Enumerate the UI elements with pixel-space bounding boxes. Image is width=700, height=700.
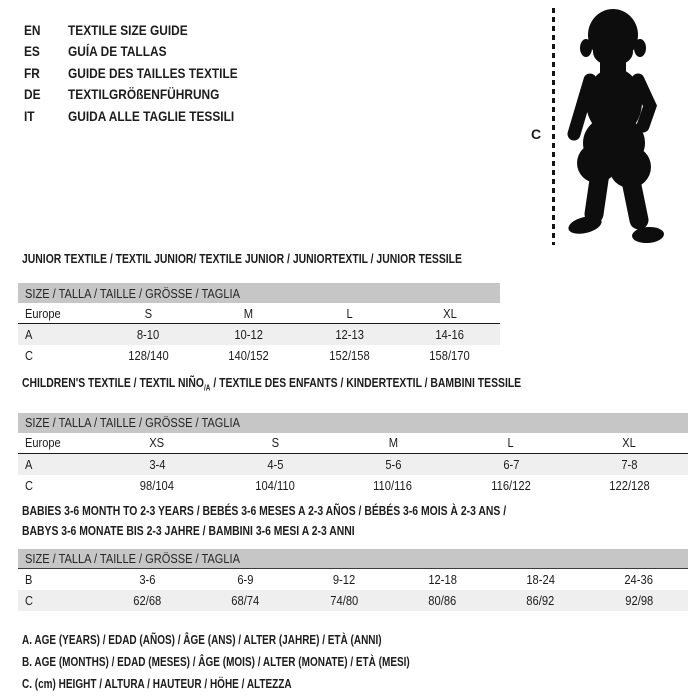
table-cell: XL: [442, 305, 457, 321]
language-row-it: [24, 105, 268, 127]
row-label: Europe: [25, 435, 61, 451]
section-childrens-textile: [18, 375, 688, 496]
language-title: GUÍA DE TALLAS: [68, 43, 167, 60]
table-cell: L: [507, 435, 515, 451]
language-code: DE: [24, 86, 41, 103]
table-cell: 14-16: [435, 327, 465, 342]
table-cell: 4-5: [266, 456, 284, 472]
table-title-junior: JUNIOR TEXTILE / TEXTIL JUNIOR/ TEXTILE JUNIOR / JUNIORTEXTIL / JUNIOR TESSILE: [22, 251, 462, 266]
table-cell: 9-12: [332, 572, 356, 587]
row-label: C: [25, 593, 33, 608]
size-header-bar: [18, 549, 688, 569]
table-cell: 12-18: [427, 572, 457, 587]
table-cell: XS: [149, 435, 165, 451]
table-row: [18, 454, 688, 475]
table-row: [18, 475, 688, 496]
height-measure-dashed-line: [552, 8, 555, 245]
table-cell: 152/158: [329, 348, 370, 363]
table-cell: 3-6: [139, 572, 156, 587]
table-cell: 110/116: [373, 477, 413, 493]
table-cell: 8-10: [137, 327, 160, 342]
row-label: A: [25, 456, 33, 472]
language-row-de: [24, 84, 268, 106]
language-code: ES: [24, 43, 40, 60]
height-measure-label: C: [531, 126, 542, 142]
table-cell: 140/152: [228, 348, 269, 363]
footnote-c: C. (cm) HEIGHT / ALTURA / HAUTEUR / HÖHE / ALTEZZA: [22, 677, 292, 691]
language-title: GUIDE DES TAILLES TEXTILE: [68, 64, 238, 81]
junior-size-table: [18, 303, 500, 366]
table-cell: 98/104: [139, 477, 175, 493]
size-header-label: SIZE / TALLA / TAILLE / GRÖSSE / TAGLIA: [25, 551, 240, 566]
size-header-bar: [18, 413, 688, 433]
table-cell: 18-24: [526, 572, 555, 587]
table-cell: 128/140: [128, 348, 169, 363]
language-code: EN: [24, 21, 41, 38]
table-cell: S: [144, 305, 152, 321]
table-title-babies: BABIES 3-6 MONTH TO 2-3 YEARS / BEBÉS 3-6 MESES A 2-3 AÑOS / BÉBÉS 3-6 MOIS À 2-3 ANS / BABYS 3-6 MONATE BIS 2-3 JAHRE / BAMBINI 3-6 MESI A 2-3 ANNI: [22, 503, 507, 538]
table-cell: 10-12: [234, 327, 264, 342]
table-cell: 74/80: [329, 593, 358, 608]
table-cell: 158/170: [429, 348, 470, 363]
row-label: C: [25, 477, 33, 493]
table-cell: 24-36: [624, 572, 654, 587]
language-row-es: [24, 41, 268, 63]
table-cell: 86/92: [526, 593, 555, 608]
children-size-table: [18, 433, 688, 496]
footnote-a: A. AGE (YEARS) / EDAD (AÑOS) / ÂGE (ANS) / ALTER (JAHRE) / ETÀ (ANNI): [22, 633, 382, 647]
language-title: TEXTILE SIZE GUIDE: [68, 21, 188, 38]
table-cell: S: [271, 435, 279, 451]
table-cell: XL: [622, 435, 636, 451]
table-row: [18, 324, 500, 345]
toddler-silhouette-icon: [563, 8, 668, 253]
table-row: [18, 433, 688, 454]
row-label: A: [25, 327, 33, 342]
table-cell: M: [244, 305, 254, 321]
table-cell: L: [346, 305, 353, 321]
table-cell: 5-6: [384, 456, 402, 472]
language-row-en: [24, 19, 268, 41]
table-cell: 122/128: [608, 477, 650, 493]
language-title: TEXTILGRÖßENFÜHRUNG: [68, 86, 220, 103]
table-cell: M: [388, 435, 398, 451]
table-cell: 12-13: [334, 327, 364, 342]
table-cell: 80/86: [428, 593, 457, 608]
table-row: [18, 569, 688, 590]
table-row: [18, 590, 688, 611]
language-code: FR: [24, 64, 40, 81]
language-code: IT: [24, 107, 35, 124]
table-cell: 7-8: [620, 456, 638, 472]
row-label: B: [25, 572, 33, 587]
language-row-fr: [24, 62, 268, 84]
size-header-label: SIZE / TALLA / TAILLE / GRÖSSE / TAGLIA: [25, 415, 240, 431]
size-header-bar: [18, 283, 500, 303]
table-row: [18, 345, 500, 366]
table-row: [18, 303, 500, 324]
table-cell: 6-9: [237, 572, 254, 587]
table-cell: 62/68: [133, 593, 162, 608]
table-cell: 3-4: [148, 456, 166, 472]
table-cell: 6-7: [502, 456, 520, 472]
table-cell: 68/74: [231, 593, 260, 608]
row-label: C: [25, 348, 33, 363]
table-title-children: CHILDREN'S TEXTILE / TEXTIL $NIÑO_{/A}$ / TEXTILE DES ENFANTS / KINDERTEXTIL / BAMBINI TESSILE: [22, 375, 522, 393]
table-cell: 104/110: [255, 477, 295, 493]
row-label: Europe: [25, 305, 61, 321]
table-cell: 92/98: [624, 593, 653, 608]
table-cell: 116/122: [491, 477, 531, 493]
section-junior-textile: [18, 251, 500, 366]
babies-size-table: [18, 569, 688, 611]
footnote-legend: [22, 629, 507, 695]
language-list: [24, 19, 268, 127]
section-babies-textile: [18, 501, 688, 611]
size-header-label: SIZE / TALLA / TAILLE / GRÖSSE / TAGLIA: [25, 285, 240, 301]
language-title: GUIDA ALLE TAGLIE TESSILI: [68, 107, 235, 124]
footnote-b: B. AGE (MONTHS) / EDAD (MESES) / ÂGE (MOIS) / ALTER (MONATE) / ETÀ (MESI): [22, 655, 410, 669]
